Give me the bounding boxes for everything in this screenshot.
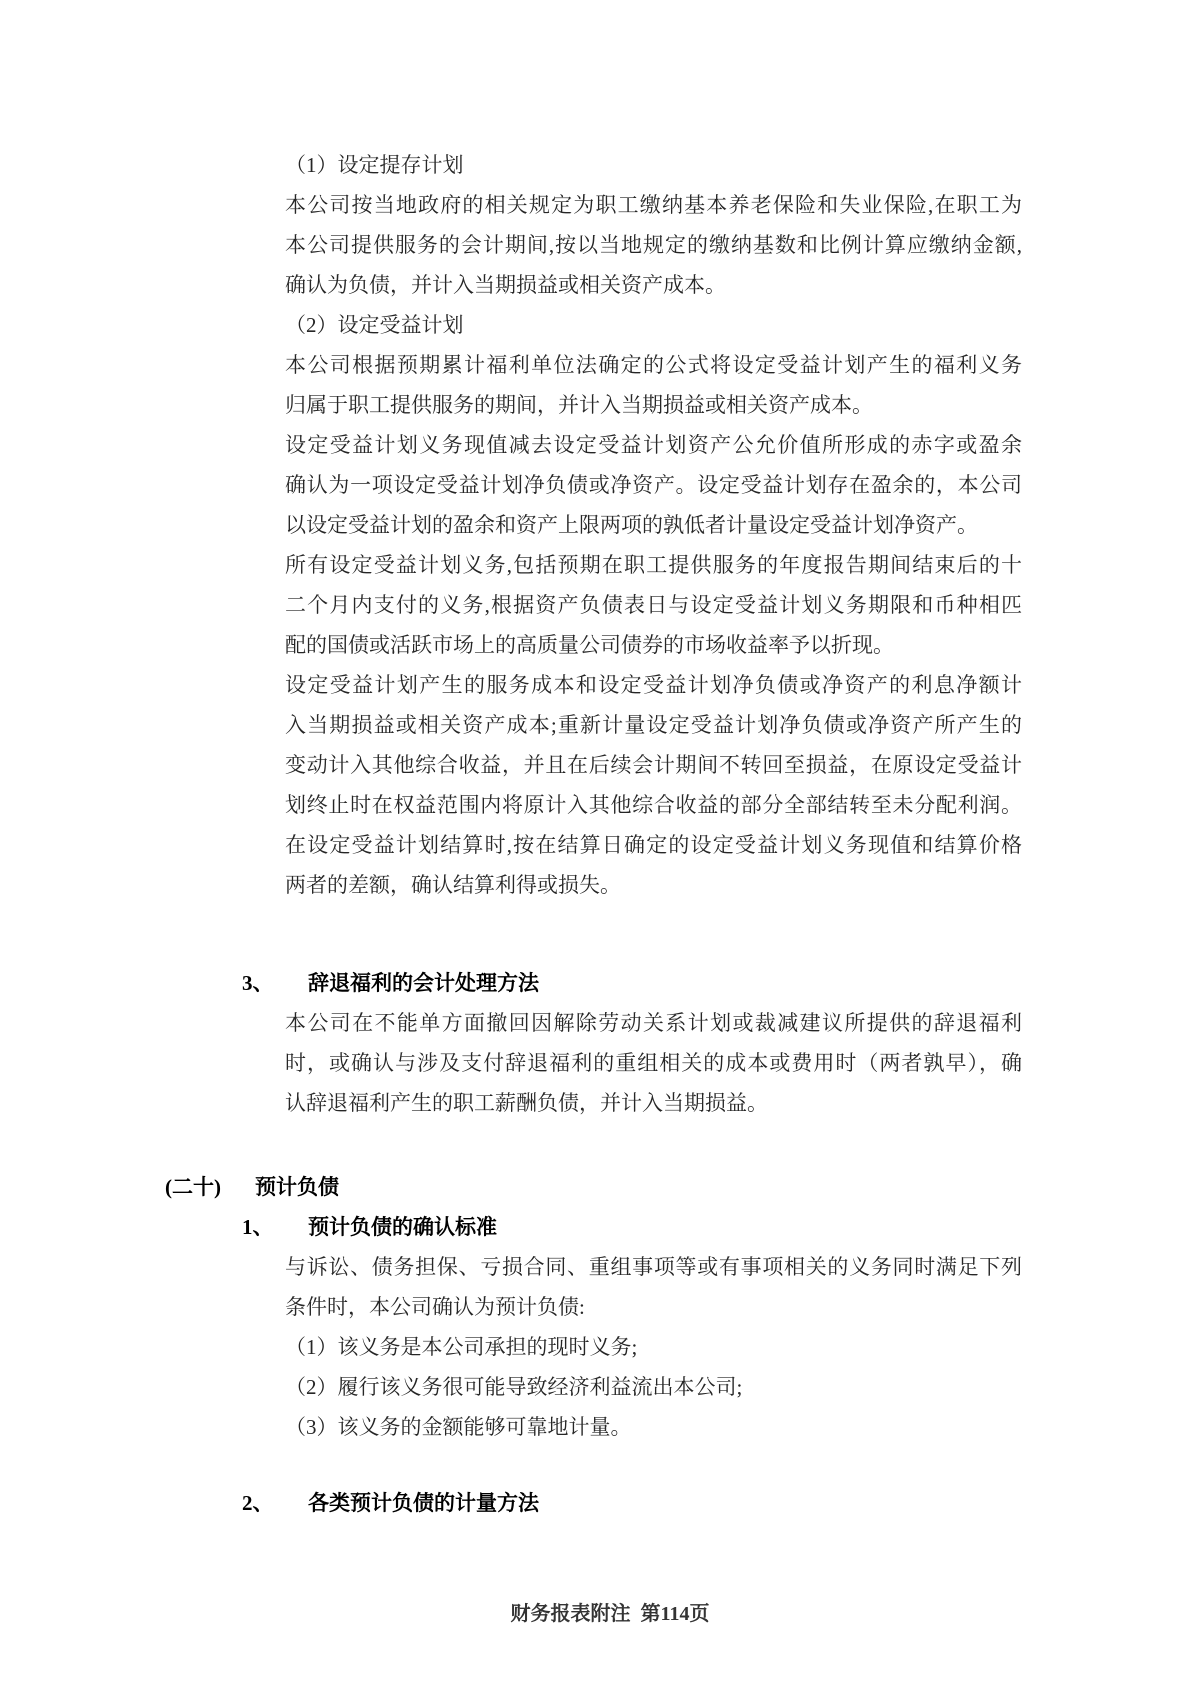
list-item: （1）该义务是本公司承担的现时义务; [285, 1335, 638, 1359]
heading-title: 辞退福利的会计处理方法 [308, 971, 539, 995]
spacer [285, 905, 1022, 963]
paragraph-line: 条件时，本公司确认为预计负债: [285, 1295, 585, 1319]
heading-number: 3、 [242, 971, 274, 995]
paragraph-line: 在设定受益计划结算时,按在结算日确定的设定受益计划义务现值和结算价格 [285, 833, 1022, 857]
paragraph-line: 设定受益计划义务现值减去设定受益计划资产公允价值所形成的赤字或盈余 [285, 433, 1022, 457]
spacer [285, 1447, 1022, 1483]
paragraph-line: 配的国债或活跃市场上的高质量公司债券的市场收益率予以折现。 [285, 633, 894, 657]
paragraph-line: 确认为负债，并计入当期损益或相关资产成本。 [285, 273, 726, 297]
numbered-heading [242, 963, 979, 1003]
paragraph-line: 所有设定受益计划义务,包括预期在职工提供服务的年度报告期间结束后的十 [285, 553, 1022, 577]
paragraph-line: 认辞退福利产生的职工薪酬负债，并计入当期损益。 [285, 1091, 768, 1115]
section-heading [165, 1167, 902, 1207]
paragraph-line: 本公司在不能单方面撤回因解除劳动关系计划或裁减建议所提供的辞退福利 [285, 1011, 1022, 1035]
paragraph-line: 入当期损益或相关资产成本;重新计量设定受益计划净负债或净资产所产生的 [285, 713, 1022, 737]
paragraph-line: 设定受益计划产生的服务成本和设定受益计划净负债或净资产的利息净额计 [285, 673, 1022, 697]
heading-number: (二十) [165, 1175, 221, 1199]
subheading: （2）设定受益计划 [285, 313, 464, 337]
page-footer [0, 1572, 1200, 1656]
document-body [165, 145, 1022, 1523]
numbered-heading [242, 1207, 979, 1247]
subheading: （1）设定提存计划 [285, 153, 464, 177]
heading-title: 预计负债的确认标准 [308, 1215, 497, 1239]
paragraph-line: 本公司按当地政府的相关规定为职工缴纳基本养老保险和失业保险,在职工为 [285, 193, 1022, 217]
list-item: （3）该义务的金额能够可靠地计量。 [285, 1415, 632, 1439]
paragraph-line: 归属于职工提供服务的期间，并计入当期损益或相关资产成本。 [285, 393, 873, 417]
paragraph-line: 与诉讼、债务担保、亏损合同、重组事项等或有事项相关的义务同时满足下列 [285, 1255, 1022, 1279]
paragraph-line: 本公司根据预期累计福利单位法确定的公式将设定受益计划产生的福利义务 [285, 353, 1022, 377]
paragraph-line: 变动计入其他综合收益，并且在后续会计期间不转回至损益，在原设定受益计 [285, 753, 1022, 777]
paragraph-line: 时，或确认与涉及支付辞退福利的重组相关的成本或费用时（两者孰早），确 [285, 1051, 1022, 1075]
heading-title: 各类预计负债的计量方法 [308, 1491, 539, 1515]
paragraph-line: 划终止时在权益范围内将原计入其他综合收益的部分全部结转至未分配利润。 [285, 793, 1022, 817]
numbered-heading [242, 1483, 979, 1523]
paragraph-line: 二个月内支付的义务,根据资产负债表日与设定受益计划义务期限和币种相匹 [285, 593, 1022, 617]
paragraph-line: 两者的差额，确认结算利得或损失。 [285, 873, 621, 897]
paragraph-line: 本公司提供服务的会计期间,按以当地规定的缴纳基数和比例计算应缴纳金额, [285, 233, 1022, 257]
list-item: （2）履行该义务很可能导致经济利益流出本公司; [285, 1375, 743, 1399]
heading-number: 1、 [242, 1215, 274, 1239]
spacer [285, 1123, 1022, 1167]
paragraph-line: 确认为一项设定受益计划净负债或净资产。设定受益计划存在盈余的，本公司 [285, 473, 1022, 497]
heading-number: 2、 [242, 1491, 274, 1515]
heading-title: 预计负债 [255, 1175, 339, 1199]
paragraph-line: 以设定受益计划的盈余和资产上限两项的孰低者计量设定受益计划净资产。 [285, 513, 978, 537]
footer-text: 财务报表附注 第114页 [510, 1603, 710, 1625]
